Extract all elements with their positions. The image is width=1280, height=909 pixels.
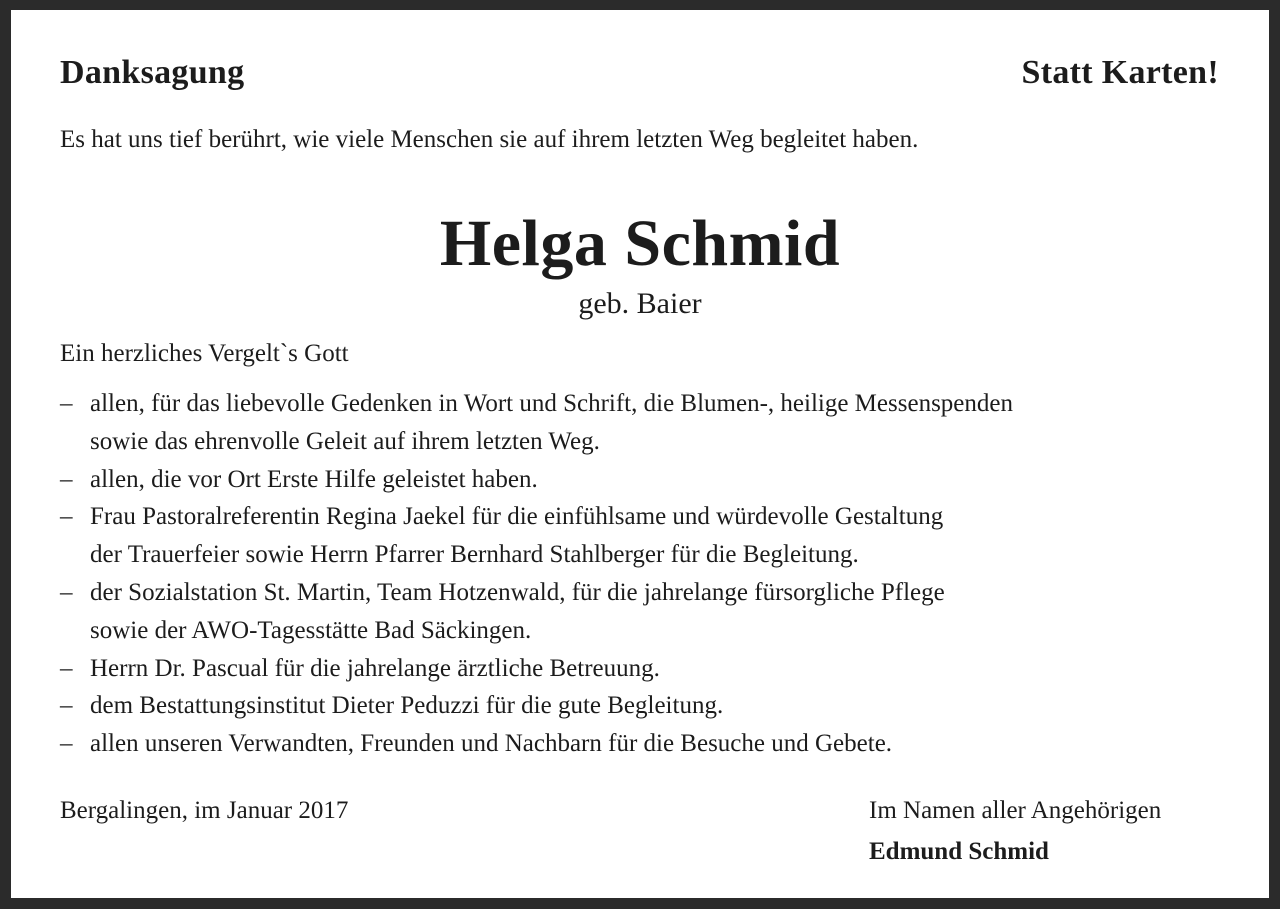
- list-item-line: der Sozialstation St. Martin, Team Hotzenwald, für die jahrelange fürsorgliche Pflege: [90, 578, 945, 606]
- list-item-line: der Trauerfeier sowie Herrn Pfarrer Bernhard Stahlberger für die Begleitung.: [90, 541, 859, 569]
- dash-bullet: –: [60, 692, 73, 720]
- dash-bullet: –: [60, 578, 73, 606]
- list-item-line: allen unseren Verwandten, Freunden und Nachbarn für die Besuche und Gebete.: [90, 730, 893, 758]
- list-item-line: Frau Pastoralreferentin Regina Jaekel für die einfühlsame und würdevolle Gestaltung: [90, 503, 944, 531]
- signoff-text: Im Namen aller Angehörigen: [869, 797, 1162, 824]
- notice-heading: Danksagung: [60, 54, 245, 91]
- maiden-name: geb. Baier: [578, 287, 702, 320]
- greeting-text: Ein herzliches Vergelt`s Gott: [60, 340, 349, 367]
- intro-text: Es hat uns tief berührt, wie viele Menschen sie auf ihrem letzten Weg begleitet haben.: [60, 126, 919, 153]
- list-item-line: dem Bestattungsinstitut Dieter Peduzzi für die gute Begleitung.: [90, 692, 724, 720]
- dash-bullet: –: [60, 730, 73, 758]
- list-item: [60, 574, 1230, 650]
- dash-bullet: –: [60, 654, 73, 682]
- thanks-list: [60, 385, 1230, 763]
- list-item-line: sowie das ehrenvolle Geleit auf ihrem letzten Weg.: [90, 427, 600, 455]
- deceased-name: Helga Schmid: [439, 207, 841, 280]
- list-item: [60, 687, 1230, 725]
- list-item: [60, 385, 1230, 461]
- list-item-line: allen, die vor Ort Erste Hilfe geleistet haben.: [90, 465, 538, 493]
- notice-card: [11, 10, 1269, 898]
- list-item: [60, 725, 1230, 763]
- dash-bullet: –: [60, 390, 73, 417]
- list-item-line: Herrn Dr. Pascual für die jahrelange ärztliche Betreuung.: [90, 654, 660, 682]
- place-date: Bergalingen, im Januar 2017: [60, 797, 349, 824]
- signer-name: Edmund Schmid: [869, 838, 1049, 865]
- list-item: [60, 498, 1230, 574]
- list-item-line: sowie der AWO-Tagesstätte Bad Säckingen.: [90, 616, 532, 644]
- notice-subheading: Statt Karten!: [1021, 54, 1219, 91]
- dash-bullet: –: [60, 503, 73, 531]
- list-item: [60, 650, 1230, 688]
- list-item: [60, 461, 1230, 499]
- list-item-line: allen, für das liebevolle Gedenken in Wort und Schrift, die Blumen-, heilige Messenspenden: [90, 390, 1013, 417]
- dash-bullet: –: [60, 465, 73, 493]
